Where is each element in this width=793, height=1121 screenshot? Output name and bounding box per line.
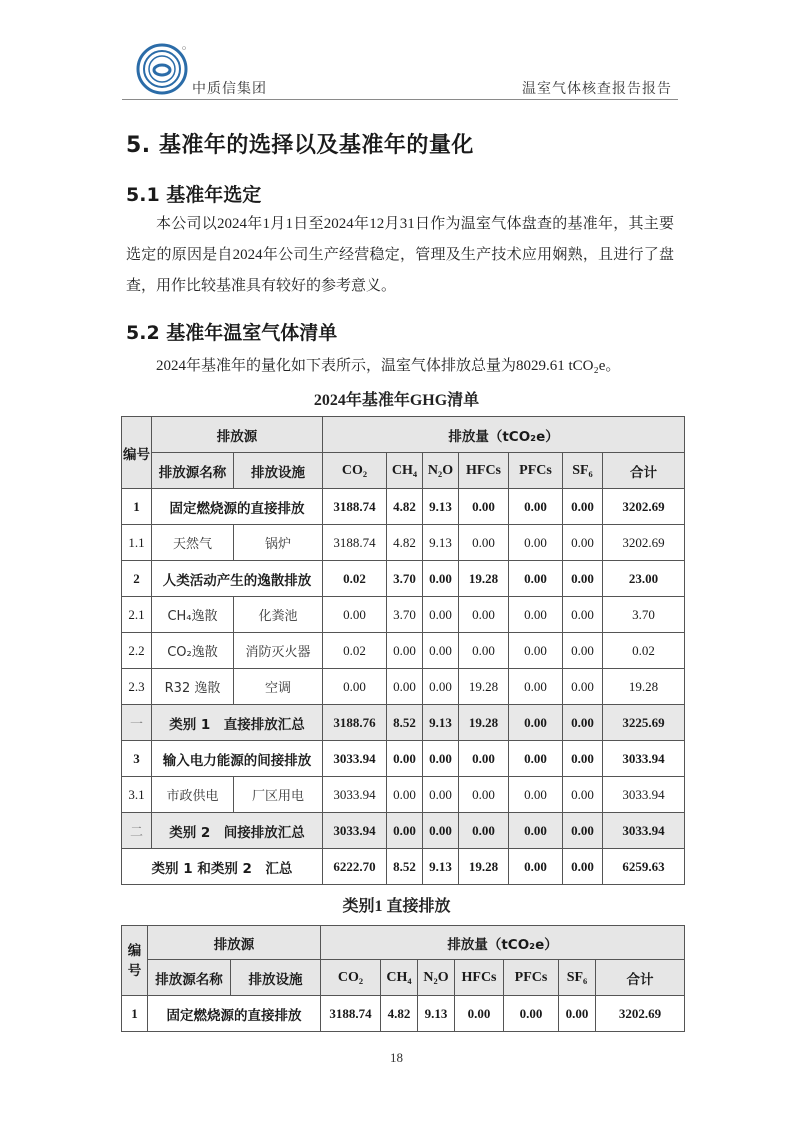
subsection-title-5-2: 5.2 基准年温室气体清单 [126,322,338,344]
cell-facility: 化粪池 [234,597,323,633]
table-row [122,741,685,777]
cell-hfcs: 0.00 [459,777,509,813]
cell-sf6: 0.00 [563,849,603,885]
cell-name: 类别 1 直接排放汇总 [152,705,323,741]
cell-hfcs: 0.00 [459,597,509,633]
col-sf6: SF₆ [559,960,596,996]
cell-ch4: 0.00 [387,633,423,669]
cell-name: 类别 1 和类别 2 汇总 [122,849,323,885]
cell-facility: 空调 [234,669,323,705]
table-row [122,525,685,561]
cell-ch4: 4.82 [387,489,423,525]
cell-co2: 0.00 [323,669,387,705]
cell-co2: 3188.74 [321,996,381,1032]
cell-total: 0.02 [603,633,685,669]
cell-sf6: 0.00 [563,489,603,525]
cell-ch4: 0.00 [387,813,423,849]
col-ch4: CH₄ [387,453,423,489]
cell-sf6: 0.00 [563,633,603,669]
cell-co2: 3188.76 [323,705,387,741]
cell-hfcs: 0.00 [459,525,509,561]
col-id: 编号 [122,417,152,489]
company-name: 中质信集团 [192,81,267,97]
table-row [122,996,685,1032]
cell-total: 3.70 [603,597,685,633]
cell-facility: 锅炉 [234,525,323,561]
cell-id: 一 [122,705,152,741]
table-header-row [122,926,685,960]
cell-pfcs: 0.00 [509,561,563,597]
table-row [122,597,685,633]
col-source-name: 排放源名称 [148,960,231,996]
cell-name: 市政供电 [152,777,234,813]
cell-name: 人类活动产生的逸散排放 [152,561,323,597]
cell-facility: 厂区用电 [234,777,323,813]
report-name: 温室气体核查报告报告 [522,81,672,97]
table2-caption: 类别1 直接排放 [342,898,451,915]
cell-co2: 6222.70 [323,849,387,885]
col-facility: 排放设施 [231,960,321,996]
cell-id: 3 [122,741,152,777]
grand-total-row [122,849,685,885]
cell-total: 3202.69 [603,489,685,525]
cell-id: 1.1 [122,525,152,561]
cell-co2: 0.02 [323,561,387,597]
cell-hfcs: 0.00 [459,741,509,777]
cell-sf6: 0.00 [563,813,603,849]
cell-pfcs: 0.00 [509,705,563,741]
cell-n2o: 0.00 [423,561,459,597]
cell-sf6: 0.00 [563,705,603,741]
col-id: 编号 [122,926,148,996]
cell-co2: 0.02 [323,633,387,669]
table1-caption: 2024年基准年GHG清单 [313,392,480,409]
cell-ch4: 4.82 [381,996,418,1032]
cell-hfcs: 0.00 [459,489,509,525]
col-source-name: 排放源名称 [152,453,234,489]
col-facility: 排放设施 [234,453,323,489]
cell-pfcs: 0.00 [509,525,563,561]
cell-sf6: 0.00 [563,777,603,813]
company-logo-icon [136,43,188,95]
col-emission: 排放量（tCO₂e） [323,417,685,453]
cell-co2: 3033.94 [323,777,387,813]
col-total: 合计 [603,453,685,489]
cell-name: 输入电力能源的间接排放 [152,741,323,777]
table-header-row [122,960,685,996]
cell-total: 3225.69 [603,705,685,741]
cell-n2o: 9.13 [423,525,459,561]
cell-name: 类别 2 间接排放汇总 [152,813,323,849]
cell-hfcs: 0.00 [459,813,509,849]
cell-total: 3033.94 [603,813,685,849]
cell-id: 1 [122,996,148,1032]
col-co2: CO₂ [321,960,381,996]
cell-id: 3.1 [122,777,152,813]
cell-hfcs: 19.28 [459,561,509,597]
cell-ch4: 3.70 [387,597,423,633]
cell-hfcs: 0.00 [459,633,509,669]
cell-pfcs: 0.00 [509,741,563,777]
col-sf6: SF₆ [563,453,603,489]
cell-co2: 0.00 [323,597,387,633]
col-n2o: N₂O [423,453,459,489]
cell-id: 2.1 [122,597,152,633]
cell-co2: 3033.94 [323,813,387,849]
cell-n2o: 9.13 [418,996,455,1032]
cell-total: 23.00 [603,561,685,597]
table-header-row [122,417,685,453]
cell-co2: 3188.74 [323,489,387,525]
base-year-paragraph: 本公司以2024年1月1日至2024年12月31日作为温室气体盘查的基准年，其主要选定的原因是自2024年公司生产经营稳定，管理及生产技术应用娴熟，且进行了盘查，用作比较基准具有较好的参考意义。 [126,216,674,294]
cell-hfcs: 19.28 [459,669,509,705]
cell-ch4: 4.82 [387,525,423,561]
cell-total: 3033.94 [603,741,685,777]
cell-total: 3202.69 [596,996,685,1032]
cell-sf6: 0.00 [563,669,603,705]
cell-ch4: 0.00 [387,777,423,813]
cell-sf6: 0.00 [563,561,603,597]
cell-pfcs: 0.00 [509,489,563,525]
cell-sf6: 0.00 [559,996,596,1032]
cell-total: 19.28 [603,669,685,705]
cell-n2o: 9.13 [423,705,459,741]
cell-id: 1 [122,489,152,525]
cell-ch4: 8.52 [387,849,423,885]
cell-ch4: 0.00 [387,669,423,705]
cell-name: 固定燃烧源的直接排放 [152,489,323,525]
cell-pfcs: 0.00 [509,633,563,669]
cell-id: 2.3 [122,669,152,705]
table-row [122,489,685,525]
category1-direct-table [121,925,685,1032]
col-co2: CO₂ [323,453,387,489]
cell-id: 二 [122,813,152,849]
table-row [122,777,685,813]
page-number: 18 [390,1050,403,1065]
cell-name: R32 逸散 [152,669,234,705]
col-source: 排放源 [148,926,321,960]
col-hfcs: HFCs [459,453,509,489]
cell-total: 6259.63 [603,849,685,885]
cell-sf6: 0.00 [563,597,603,633]
page-header [122,40,678,100]
cell-pfcs: 0.00 [509,813,563,849]
cell-n2o: 0.00 [423,813,459,849]
cell-sf6: 0.00 [563,741,603,777]
cell-pfcs: 0.00 [504,996,559,1032]
cell-id: 2.2 [122,633,152,669]
cell-n2o: 0.00 [423,597,459,633]
col-ch4: CH₄ [381,960,418,996]
col-n2o: N₂O [418,960,455,996]
cell-total: 3033.94 [603,777,685,813]
table-header-row [122,453,685,489]
col-total: 合计 [596,960,685,996]
cell-n2o: 0.00 [423,777,459,813]
section-title: 5. 基准年的选择以及基准年的量化 [126,133,474,158]
inventory-intro: 2024年基准年的量化如下表所示，温室气体排放总量为8029.61 tCO₂e。 [156,358,621,374]
col-source: 排放源 [152,417,323,453]
cell-n2o: 9.13 [423,489,459,525]
cell-n2o: 0.00 [423,633,459,669]
cell-hfcs: 19.28 [459,705,509,741]
cell-name: CH₄逸散 [152,597,234,633]
col-pfcs: PFCs [504,960,559,996]
table-row [122,669,685,705]
cell-n2o: 9.13 [423,849,459,885]
cell-ch4: 0.00 [387,741,423,777]
cell-total: 3202.69 [603,525,685,561]
subtotal-row [122,705,685,741]
col-pfcs: PFCs [509,453,563,489]
cell-name: 天然气 [152,525,234,561]
cell-pfcs: 0.00 [509,669,563,705]
subsection-title-5-1: 5.1 基准年选定 [126,184,262,206]
cell-hfcs: 19.28 [459,849,509,885]
ghg-inventory-table [121,416,685,885]
cell-facility: 消防灭火器 [234,633,323,669]
cell-name: CO₂逸散 [152,633,234,669]
cell-hfcs: 0.00 [455,996,504,1032]
cell-pfcs: 0.00 [509,597,563,633]
cell-n2o: 0.00 [423,669,459,705]
table-row [122,633,685,669]
col-emission: 排放量（tCO₂e） [321,926,685,960]
cell-id: 2 [122,561,152,597]
cell-pfcs: 0.00 [509,849,563,885]
subtotal-row [122,813,685,849]
col-hfcs: HFCs [455,960,504,996]
cell-pfcs: 0.00 [509,777,563,813]
cell-co2: 3188.74 [323,525,387,561]
cell-name: 固定燃烧源的直接排放 [148,996,321,1032]
cell-ch4: 8.52 [387,705,423,741]
table-row [122,561,685,597]
cell-n2o: 0.00 [423,741,459,777]
cell-co2: 3033.94 [323,741,387,777]
cell-ch4: 3.70 [387,561,423,597]
cell-sf6: 0.00 [563,525,603,561]
